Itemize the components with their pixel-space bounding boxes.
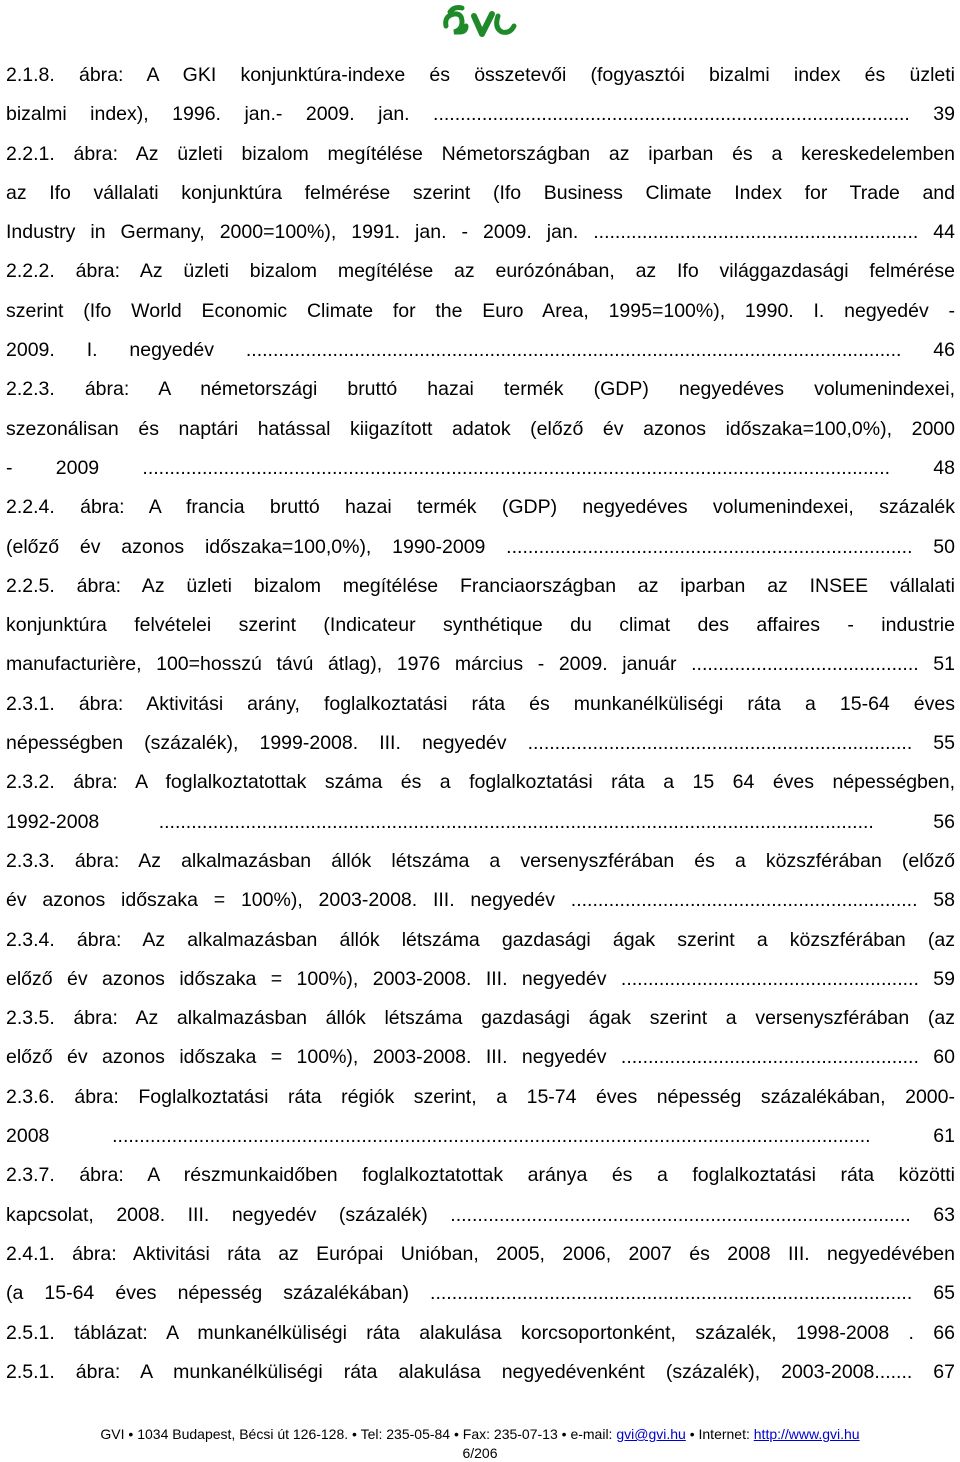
bullet-separator: • xyxy=(128,1426,134,1442)
toc-line[interactable]: 2009. I. negyedév ......................................................................................................................... 46 xyxy=(6,339,955,362)
footer-address: 1034 Budapest, Bécsi út 126-128. xyxy=(137,1426,349,1442)
toc-line[interactable]: 2.3.6. ábra: Foglalkoztatási ráta régiók szerint, a 15-74 éves népesség százalékában, 2000- xyxy=(6,1085,955,1108)
toc-line[interactable]: 2.2.1. ábra: Az üzleti bizalom megítélése Németországban az iparban és a kereskedelemben xyxy=(6,142,955,165)
toc-line[interactable]: előző év azonos időszaka = 100%), 2003-2008. III. negyedév ....................................................... 59 xyxy=(6,967,955,990)
toc-line[interactable]: 2.3.5. ábra: Az alkalmazásban állók létszáma gazdasági ágak szerint a versenyszférában (az xyxy=(6,1007,955,1030)
footer-email-label: e-mail: xyxy=(570,1426,613,1442)
toc-line[interactable]: 2.5.1. táblázat: A munkanélküliségi ráta alakulása korcsoportonként, százalék, 1998-2008 . 66 xyxy=(6,1321,955,1344)
toc-line[interactable]: az Ifo vállalati konjunktúra felmérése szerint (Ifo Business Climate Index for Trade and xyxy=(6,181,955,204)
toc-line[interactable]: előző év azonos időszaka = 100%), 2003-2008. III. negyedév ....................................................... 60 xyxy=(6,1046,955,1069)
toc-line[interactable]: 2.5.1. ábra: A munkanélküliségi ráta alakulása negyedévenként (százalék), 2003-2008....... 67 xyxy=(6,1360,955,1383)
toc-line[interactable]: (a 15-64 éves népesség százalékában) ......................................................................................... 65 xyxy=(6,1282,955,1305)
table-of-figures xyxy=(6,56,955,1392)
toc-line[interactable]: 2.2.5. ábra: Az üzleti bizalom megítélése Franciaországban az iparban az INSEE vállalati xyxy=(6,574,955,597)
toc-line[interactable]: szerint (Ifo World Economic Climate for the Euro Area, 1995=100%), 1990. I. negyedév - xyxy=(6,299,955,322)
footer-tel: Tel: 235-05-84 xyxy=(360,1426,451,1442)
toc-line[interactable]: Industry in Germany, 2000=100%), 1991. jan. - 2009. jan. ............................................................ 44 xyxy=(6,221,955,244)
bullet-separator: • xyxy=(561,1426,567,1442)
toc-line[interactable]: 2.2.3. ábra: A németországi bruttó hazai termék (GDP) negyedéves volumenindexei, xyxy=(6,378,955,401)
toc-line[interactable]: év azonos időszaka = 100%), 2003-2008. III. negyedév ................................................................ 58 xyxy=(6,889,955,912)
bullet-separator: • xyxy=(454,1426,459,1442)
toc-line[interactable]: szezonálisan és naptári hatással kiigazított adatok (előző év azonos időszaka=100,0%), 2000 xyxy=(6,417,955,440)
toc-line[interactable]: (előző év azonos időszaka=100,0%), 1990-2009 ........................................................................... 50 xyxy=(6,535,955,558)
toc-line[interactable]: kapcsolat, 2008. III. negyedév (százalék) ..................................................................................... 63 xyxy=(6,1203,955,1226)
footer-fax: Fax: 235-07-13 xyxy=(462,1426,558,1442)
footer-internet-label: Internet: xyxy=(698,1426,750,1442)
gvi-logo-icon xyxy=(440,2,520,42)
bullet-separator: • xyxy=(352,1426,357,1442)
footer-website-link[interactable]: http://www.gvi.hu xyxy=(753,1426,860,1442)
toc-line[interactable]: 2.3.2. ábra: A foglalkoztatottak száma és a foglalkoztatási ráta a 15 64 éves népességben, xyxy=(6,771,955,794)
toc-line[interactable]: népességben (százalék), 1999-2008. III. negyedév ....................................................................... 55 xyxy=(6,732,955,755)
toc-line[interactable]: manufacturière, 100=hosszú távú átlag), 1976 március - 2009. január .......................................... 51 xyxy=(6,653,955,676)
toc-line[interactable]: 2.3.4. ábra: Az alkalmazásban állók létszáma gazdasági ágak szerint a közszférában (az xyxy=(6,928,955,951)
toc-line[interactable]: 2.2.4. ábra: A francia bruttó hazai termék (GDP) negyedéves volumenindexei, százalék xyxy=(6,496,955,519)
toc-line[interactable]: bizalmi index), 1996. jan.- 2009. jan. ........................................................................................ 39 xyxy=(6,103,955,126)
toc-line[interactable]: 2.1.8. ábra: A GKI konjunktúra-indexe és összetevői (fogyasztói bizalmi index és üzleti xyxy=(6,64,955,86)
toc-line[interactable]: 2.3.1. ábra: Aktivitási arány, foglalkoztatási ráta és munkanélküliségi ráta a 15-64 éves xyxy=(6,692,955,715)
page-number: 6/206 xyxy=(462,1445,498,1461)
footer-org: GVI xyxy=(100,1426,125,1442)
toc-line[interactable]: - 2009 .......................................................................................................................................... 48 xyxy=(6,456,955,479)
footer-contact xyxy=(0,1425,960,1443)
toc-line[interactable]: konjunktúra felvételei szerint (Indicateur synthétique du climat des affaires - industrie xyxy=(6,614,955,637)
toc-line[interactable]: 2.2.2. ábra: Az üzleti bizalom megítélése az eurózónában, az Ifo világgazdasági felmérése xyxy=(6,260,955,283)
toc-line[interactable]: 2.3.3. ábra: Az alkalmazásban állók létszáma a versenyszférában és a közszférában (előző xyxy=(6,849,955,872)
toc-line[interactable]: 1992-2008 .................................................................................................................................... 56 xyxy=(6,810,955,833)
toc-line[interactable]: 2.4.1. ábra: Aktivitási ráta az Európai Unióban, 2005, 2006, 2007 és 2008 III. negyedévében xyxy=(6,1242,955,1265)
toc-line[interactable]: 2.3.7. ábra: A részmunkaidőben foglalkoztatottak aránya és a foglalkoztatási ráta közötti xyxy=(6,1164,955,1187)
toc-line[interactable]: 2008 ............................................................................................................................................ 61 xyxy=(6,1125,955,1148)
bullet-separator: • xyxy=(689,1426,695,1442)
footer-email-link[interactable]: gvi@gvi.hu xyxy=(616,1426,686,1442)
